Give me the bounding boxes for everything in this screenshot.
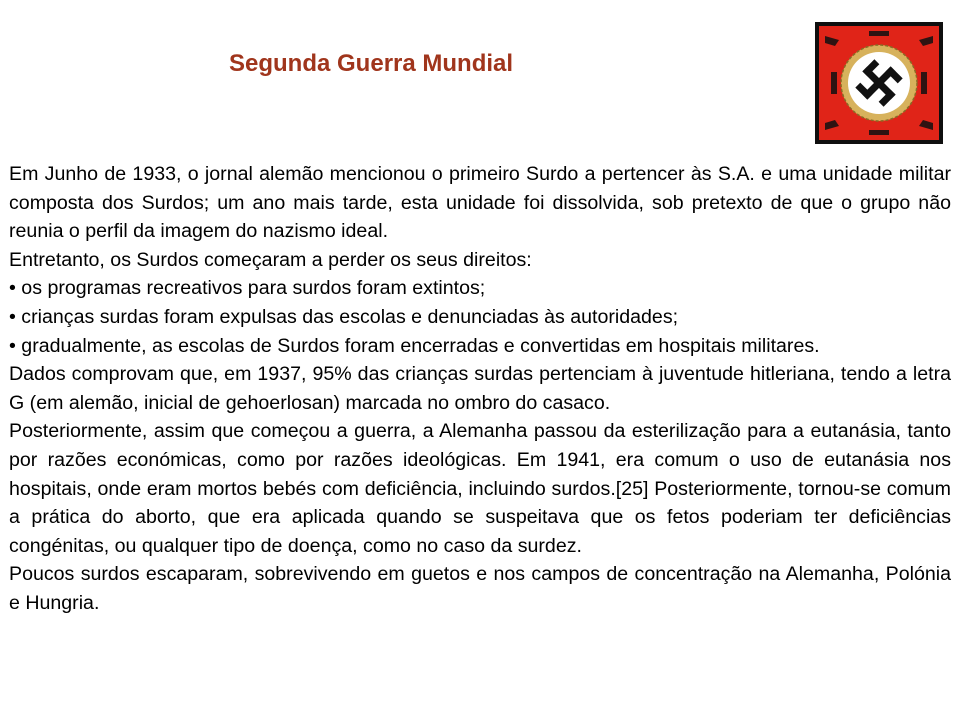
paragraph: Poucos surdos escaparam, sobrevivendo em guetos e nos campos de concentração na Alemanha, Polónia e Hungria. [9, 563, 951, 614]
swastika-standard-flag-icon [815, 22, 943, 144]
body-text [9, 160, 951, 618]
bullet-item: • crianças surdas foram expulsas das escolas e denunciadas às autoridades; [9, 305, 679, 328]
paragraph: Em Junho de 1933, o jornal alemão mencionou o primeiro Surdo a pertencer às S.A. e uma unidade militar composta dos Surdos; um ano mais tarde, esta unidade foi dissolvida, sob pretexto de que o grupo não reunia o perfil da imagem do nazismo ideal. [9, 163, 951, 243]
bullet-item: • gradualmente, as escolas de Surdos foram encerradas e convertidas em hospitais militares. [9, 334, 820, 357]
paragraph: Entretanto, os Surdos começaram a perder os seus direitos: [9, 248, 532, 271]
slide-title: Segunda Guerra Mundial [229, 50, 514, 77]
paragraph: Dados comprovam que, em 1937, 95% das crianças surdas pertenciam à juventude hitleriana, tendo a letra G (em alemão, inicial de gehoerlosan) marcada no ombro do casaco. [9, 363, 951, 414]
paragraph: Posteriormente, assim que começou a guerra, a Alemanha passou da esterilização para a eutanásia, tanto por razões económicas, como por razões ideológicas. Em 1941, era comum o uso de eutanásia nos hospitais, onde eram mortos bebés com deficiência, incluindo surdos.[25] Posteriormente, tornou-se comum a prática do aborto, que era aplicada quando se suspeitava que os fetos poderiam ter deficiências congénitas, ou qualquer tipo de doença, como no caso da surdez. [9, 420, 951, 557]
bullet-item: • os programas recreativos para surdos foram extintos; [9, 277, 486, 300]
